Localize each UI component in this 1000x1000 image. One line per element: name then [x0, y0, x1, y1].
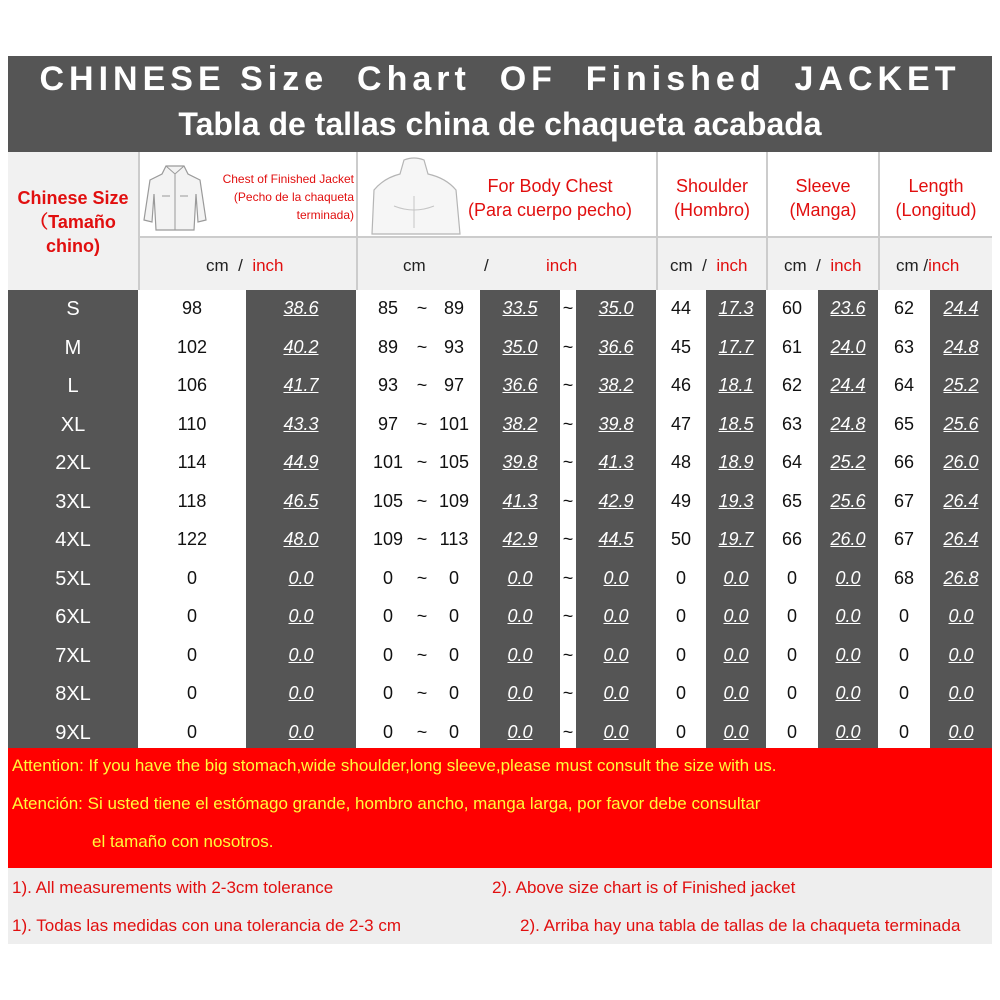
cell-length-cm: 67	[893, 490, 915, 511]
cell-chest-in: 0.0	[288, 606, 314, 626]
cell-shoulder-cm: 0	[675, 721, 686, 742]
cell-sleeve-cm: 0	[786, 606, 797, 626]
cell-body-min-in: 41.3	[502, 490, 538, 511]
cell-body-min-in: 33.5	[502, 298, 538, 318]
cell-sleeve-cm: 64	[781, 452, 803, 472]
size-column-label	[8, 186, 138, 258]
unit-slash: /	[816, 256, 821, 275]
cell-chest-in: 44.9	[283, 452, 319, 472]
cell-length-cm: 65	[893, 413, 915, 434]
cell-length-cm: 0	[898, 644, 909, 665]
cell-shoulder-cm: 47	[670, 413, 692, 434]
note-finished-en: 2). Above size chart is of Finished jacket	[492, 878, 796, 897]
cell-chest-in: 0.0	[288, 644, 314, 665]
body-chest-label	[460, 174, 640, 222]
cell-sleeve-in: 0.0	[835, 683, 861, 703]
cell-sleeve-cm: 65	[781, 490, 803, 511]
body-cm-column	[356, 290, 480, 748]
chest-finished-label	[204, 170, 354, 224]
body-chest-unit-cm: cm	[403, 256, 426, 275]
cell-shoulder-in: 18.9	[718, 452, 754, 472]
range-tilde: ~	[416, 721, 428, 742]
cell-shoulder-in: 18.5	[718, 413, 754, 434]
attention-english: Attention: If you have the big stomach,wide shoulder,long sleeve,please must consult the size with us.	[12, 756, 777, 775]
unit-cm: cm	[896, 256, 919, 275]
cell-chest-cm: 110	[177, 413, 207, 434]
sleeve-inch-column	[818, 290, 878, 748]
note-tolerance-es: 1). Todas las medidas con una tolerancia de 2-3 cm	[12, 916, 402, 935]
cell-sleeve-cm: 60	[781, 298, 803, 318]
cell-length-cm: 67	[893, 529, 915, 549]
cell-chest-in: 0.0	[288, 683, 314, 703]
cell-body-min-cm: 0	[382, 683, 393, 703]
cell-body-min-cm: 0	[382, 644, 393, 665]
body-chest-illustration-icon	[364, 156, 464, 236]
cell-shoulder-in: 0.0	[723, 567, 749, 588]
cell-size: 2XL	[55, 452, 91, 474]
cell-sleeve-cm: 0	[786, 644, 797, 665]
length-cm-column	[878, 290, 930, 748]
cell-size: 3XL	[55, 490, 91, 513]
cell-body-min-cm: 0	[382, 606, 393, 626]
cell-sleeve-cm: 62	[781, 375, 803, 395]
chest-finished-line: Chest of Finished Jacket	[222, 172, 354, 186]
cell-body-max-in: 0.0	[603, 644, 629, 665]
cell-length-in: 24.8	[943, 336, 979, 357]
cell-chest-cm: 0	[186, 721, 197, 742]
range-tilde: ~	[416, 413, 428, 434]
range-tilde: ~	[562, 490, 574, 511]
cell-body-min-in: 39.8	[502, 452, 538, 472]
note-finished-es: 2). Arriba hay una tabla de tallas de la chaqueta terminada	[520, 916, 961, 935]
body-chest-line: (Para cuerpo pecho)	[467, 200, 633, 220]
range-tilde: ~	[416, 683, 428, 703]
sleeve-label	[768, 174, 878, 222]
range-tilde: ~	[562, 683, 574, 703]
cell-length-cm: 68	[893, 567, 915, 588]
cell-length-in: 26.8	[943, 567, 979, 588]
cell-body-max-cm: 0	[448, 721, 459, 742]
shoulder-line: (Hombro)	[673, 200, 750, 220]
cell-body-max-cm: 109	[438, 490, 470, 511]
jacket-illustration-icon	[140, 160, 210, 234]
cell-shoulder-cm: 48	[670, 452, 692, 472]
unit-slash: /	[923, 256, 929, 275]
cell-sleeve-in: 25.6	[830, 490, 866, 511]
sleeve-unit	[784, 256, 862, 276]
cell-chest-in: 43.3	[283, 413, 319, 434]
cell-size: 5XL	[55, 567, 91, 590]
range-tilde: ~	[562, 336, 574, 357]
unit-cm: cm	[206, 256, 229, 275]
cell-sleeve-cm: 0	[786, 683, 797, 703]
note-tolerance-en: 1). All measurements with 2-3cm tolerance	[12, 878, 334, 897]
cell-length-in: 0.0	[948, 721, 974, 742]
cell-body-min-cm: 97	[377, 413, 399, 434]
cell-shoulder-cm: 45	[670, 336, 692, 357]
cell-body-max-in: 0.0	[603, 721, 629, 742]
range-tilde: ~	[416, 375, 428, 395]
cell-body-min-in: 35.0	[502, 336, 538, 357]
unit-inch: inch	[252, 256, 284, 275]
cell-body-max-cm: 113	[439, 529, 469, 549]
cell-size: 4XL	[55, 529, 91, 551]
range-tilde: ~	[562, 567, 574, 588]
unit-inch: inch	[928, 256, 960, 275]
size-label-line: （Tamaño	[30, 212, 116, 232]
cell-sleeve-in: 24.4	[830, 375, 866, 395]
cell-body-min-in: 42.9	[502, 529, 538, 549]
cell-chest-cm: 106	[176, 375, 208, 395]
cell-shoulder-in: 0.0	[723, 606, 749, 626]
cell-chest-in: 0.0	[288, 721, 314, 742]
cell-body-max-cm: 0	[448, 567, 459, 588]
cell-sleeve-in: 0.0	[835, 606, 861, 626]
cell-length-in: 24.4	[943, 298, 979, 318]
body-chest-line: For Body Chest	[487, 176, 613, 196]
cell-body-min-cm: 0	[382, 721, 393, 742]
range-tilde: ~	[416, 298, 428, 318]
unit-slash: /	[238, 256, 243, 275]
cell-sleeve-in: 0.0	[835, 721, 861, 742]
cell-body-max-in: 42.9	[598, 490, 634, 511]
sleeve-cm-column	[766, 290, 818, 748]
cell-shoulder-in: 0.0	[723, 721, 749, 742]
cell-length-cm: 0	[898, 606, 909, 626]
cell-size: 8XL	[55, 683, 91, 705]
cell-length-in: 0.0	[948, 644, 974, 665]
chest-inch-column	[246, 290, 356, 748]
unit-cm: cm	[784, 256, 807, 275]
cell-chest-in: 0.0	[288, 567, 314, 588]
cell-chest-cm: 98	[181, 298, 203, 318]
cell-chest-cm: 102	[176, 336, 208, 357]
cell-chest-in: 38.6	[283, 298, 319, 318]
cell-sleeve-cm: 66	[781, 529, 803, 549]
cell-body-max-in: 36.6	[598, 336, 634, 357]
cell-sleeve-in: 0.0	[835, 567, 861, 588]
cell-length-cm: 64	[893, 375, 915, 395]
cell-shoulder-in: 19.7	[718, 529, 754, 549]
header-divider	[356, 152, 358, 290]
cell-sleeve-in: 23.6	[830, 298, 866, 318]
range-tilde: ~	[416, 567, 428, 588]
cell-sleeve-in: 25.2	[830, 452, 866, 472]
cell-shoulder-cm: 0	[675, 567, 686, 588]
header-divider	[138, 236, 992, 238]
length-line: Length	[908, 176, 964, 196]
cell-length-cm: 63	[893, 336, 915, 357]
shoulder-label	[658, 174, 766, 222]
cell-body-min-in: 0.0	[507, 606, 533, 626]
cell-chest-in: 48.0	[283, 529, 319, 549]
body-chest-unit-inch: inch	[546, 256, 578, 275]
range-tilde: ~	[562, 529, 574, 549]
length-inch-column	[930, 290, 992, 748]
body-tilde-column	[560, 290, 576, 748]
cell-body-max-in: 0.0	[603, 683, 629, 703]
shoulder-line: Shoulder	[675, 176, 749, 196]
cell-length-in: 25.2	[943, 375, 979, 395]
cell-body-max-in: 44.5	[598, 529, 634, 549]
cell-body-max-cm: 0	[448, 683, 459, 703]
range-tilde: ~	[562, 375, 574, 395]
cell-body-min-cm: 109	[372, 529, 404, 549]
cell-sleeve-cm: 63	[781, 413, 803, 434]
cell-size: M	[64, 336, 82, 359]
cell-length-in: 0.0	[948, 606, 974, 626]
cell-body-max-cm: 0	[448, 644, 459, 665]
cell-body-max-in: 0.0	[603, 567, 629, 588]
cell-shoulder-cm: 46	[670, 375, 692, 395]
unit-inch: inch	[716, 256, 748, 275]
title-band	[8, 56, 992, 152]
range-tilde: ~	[562, 606, 574, 626]
title-english: CHINESE Size Chart OF Finished JACKET	[39, 60, 961, 98]
cell-chest-cm: 0	[186, 606, 197, 626]
range-tilde: ~	[416, 452, 428, 472]
cell-body-min-cm: 93	[377, 375, 399, 395]
cell-length-in: 26.4	[943, 490, 979, 511]
cell-size: XL	[60, 413, 86, 436]
range-tilde: ~	[416, 529, 428, 549]
cell-chest-cm: 114	[177, 452, 207, 472]
chest-cm-column	[138, 290, 246, 748]
cell-length-cm: 0	[898, 721, 909, 742]
unit-inch: inch	[830, 256, 862, 275]
unit-slash: /	[702, 256, 707, 275]
cell-chest-in: 46.5	[283, 490, 319, 511]
cell-chest-cm: 0	[186, 683, 197, 703]
cell-shoulder-cm: 0	[675, 606, 686, 626]
cell-shoulder-in: 0.0	[723, 683, 749, 703]
cell-shoulder-cm: 50	[670, 529, 692, 549]
cell-size: L	[67, 375, 79, 397]
cell-shoulder-in: 17.7	[718, 336, 754, 357]
range-tilde: ~	[416, 490, 428, 511]
length-line: (Longitud)	[895, 200, 977, 220]
cell-shoulder-in: 19.3	[718, 490, 754, 511]
cell-body-min-cm: 85	[377, 298, 399, 318]
cell-chest-in: 41.7	[283, 375, 319, 395]
cell-chest-cm: 118	[177, 490, 207, 511]
range-tilde: ~	[416, 336, 428, 357]
cell-body-max-in: 0.0	[603, 606, 629, 626]
cell-shoulder-cm: 49	[670, 490, 692, 511]
size-label-line: Chinese Size	[17, 188, 129, 208]
cell-length-in: 25.6	[943, 413, 979, 434]
cell-body-min-in: 0.0	[507, 567, 533, 588]
range-tilde: ~	[562, 644, 574, 665]
cell-body-max-in: 35.0	[598, 298, 634, 318]
cell-body-max-cm: 105	[438, 452, 470, 472]
body-chest-unit-slash: /	[484, 256, 489, 275]
shoulder-inch-column	[706, 290, 766, 748]
cell-body-min-in: 38.2	[502, 413, 538, 434]
cell-shoulder-cm: 44	[670, 298, 692, 318]
cell-length-in: 26.4	[943, 529, 979, 549]
range-tilde: ~	[562, 413, 574, 434]
cell-body-max-in: 38.2	[598, 375, 634, 395]
cell-length-cm: 62	[893, 298, 915, 318]
notes-panel	[8, 868, 992, 944]
shoulder-unit	[670, 256, 748, 276]
length-label	[880, 174, 992, 222]
cell-body-min-cm: 0	[382, 567, 393, 588]
cell-sleeve-cm: 0	[786, 567, 797, 588]
cell-sleeve-cm: 61	[781, 336, 803, 357]
attention-spanish-cont: el tamaño con nosotros.	[92, 832, 274, 851]
range-tilde: ~	[416, 606, 428, 626]
chest-finished-line: (Pecho de la chaqueta	[233, 190, 354, 204]
attention-banner	[8, 748, 992, 868]
size-label-line: chino)	[46, 236, 100, 256]
cell-body-min-in: 0.0	[507, 721, 533, 742]
cell-body-min-cm: 89	[377, 336, 399, 357]
cell-chest-cm: 0	[186, 644, 197, 665]
range-tilde: ~	[562, 721, 574, 742]
cell-sleeve-in: 24.8	[830, 413, 866, 434]
title-spanish: Tabla de tallas china de chaqueta acabada	[178, 106, 822, 142]
cell-shoulder-in: 18.1	[718, 375, 754, 395]
cell-body-min-cm: 101	[372, 452, 404, 472]
shoulder-cm-column	[656, 290, 706, 748]
cell-body-max-cm: 0	[448, 606, 459, 626]
cell-shoulder-cm: 0	[675, 683, 686, 703]
body-max-inch-column	[576, 290, 656, 748]
attention-spanish: Atención: Si usted tiene el estómago grande, hombro ancho, manga larga, por favor debe consultar	[12, 794, 761, 813]
cell-sleeve-in: 0.0	[835, 644, 861, 665]
sleeve-line: (Manga)	[789, 200, 857, 220]
length-unit	[896, 256, 959, 276]
cell-length-in: 0.0	[948, 683, 974, 703]
cell-body-max-cm: 97	[443, 375, 465, 395]
cell-size: 7XL	[55, 644, 91, 667]
range-tilde: ~	[562, 452, 574, 472]
cell-size: S	[66, 298, 80, 320]
cell-size: 9XL	[55, 721, 91, 744]
cell-sleeve-in: 24.0	[830, 336, 866, 357]
cell-sleeve-cm: 0	[786, 721, 797, 742]
cell-length-cm: 66	[893, 452, 915, 472]
cell-body-max-cm: 101	[438, 413, 470, 434]
cell-length-in: 26.0	[943, 452, 979, 472]
cell-body-max-in: 39.8	[598, 413, 634, 434]
cell-shoulder-cm: 0	[675, 644, 686, 665]
cell-body-min-in: 0.0	[507, 683, 533, 703]
cell-sleeve-in: 26.0	[830, 529, 866, 549]
cell-body-min-in: 0.0	[507, 644, 533, 665]
cell-body-max-in: 41.3	[598, 452, 634, 472]
cell-body-max-cm: 93	[443, 336, 465, 357]
range-tilde: ~	[416, 644, 428, 665]
cell-body-min-in: 36.6	[502, 375, 538, 395]
cell-chest-cm: 0	[186, 567, 197, 588]
cell-body-max-cm: 89	[443, 298, 465, 318]
range-tilde: ~	[562, 298, 574, 318]
sleeve-line: Sleeve	[795, 176, 851, 196]
cell-size: 6XL	[55, 606, 91, 628]
cell-length-cm: 0	[898, 683, 909, 703]
cell-shoulder-in: 17.3	[718, 298, 754, 318]
cell-chest-cm: 122	[176, 529, 208, 549]
cell-body-min-cm: 105	[372, 490, 404, 511]
cell-shoulder-in: 0.0	[723, 644, 749, 665]
unit-cm: cm	[670, 256, 693, 275]
body-min-inch-column	[480, 290, 560, 748]
cell-chest-in: 40.2	[283, 336, 319, 357]
size-chart	[8, 56, 992, 944]
chest-finished-line: terminada)	[296, 208, 354, 222]
chest-finished-unit	[206, 256, 284, 276]
